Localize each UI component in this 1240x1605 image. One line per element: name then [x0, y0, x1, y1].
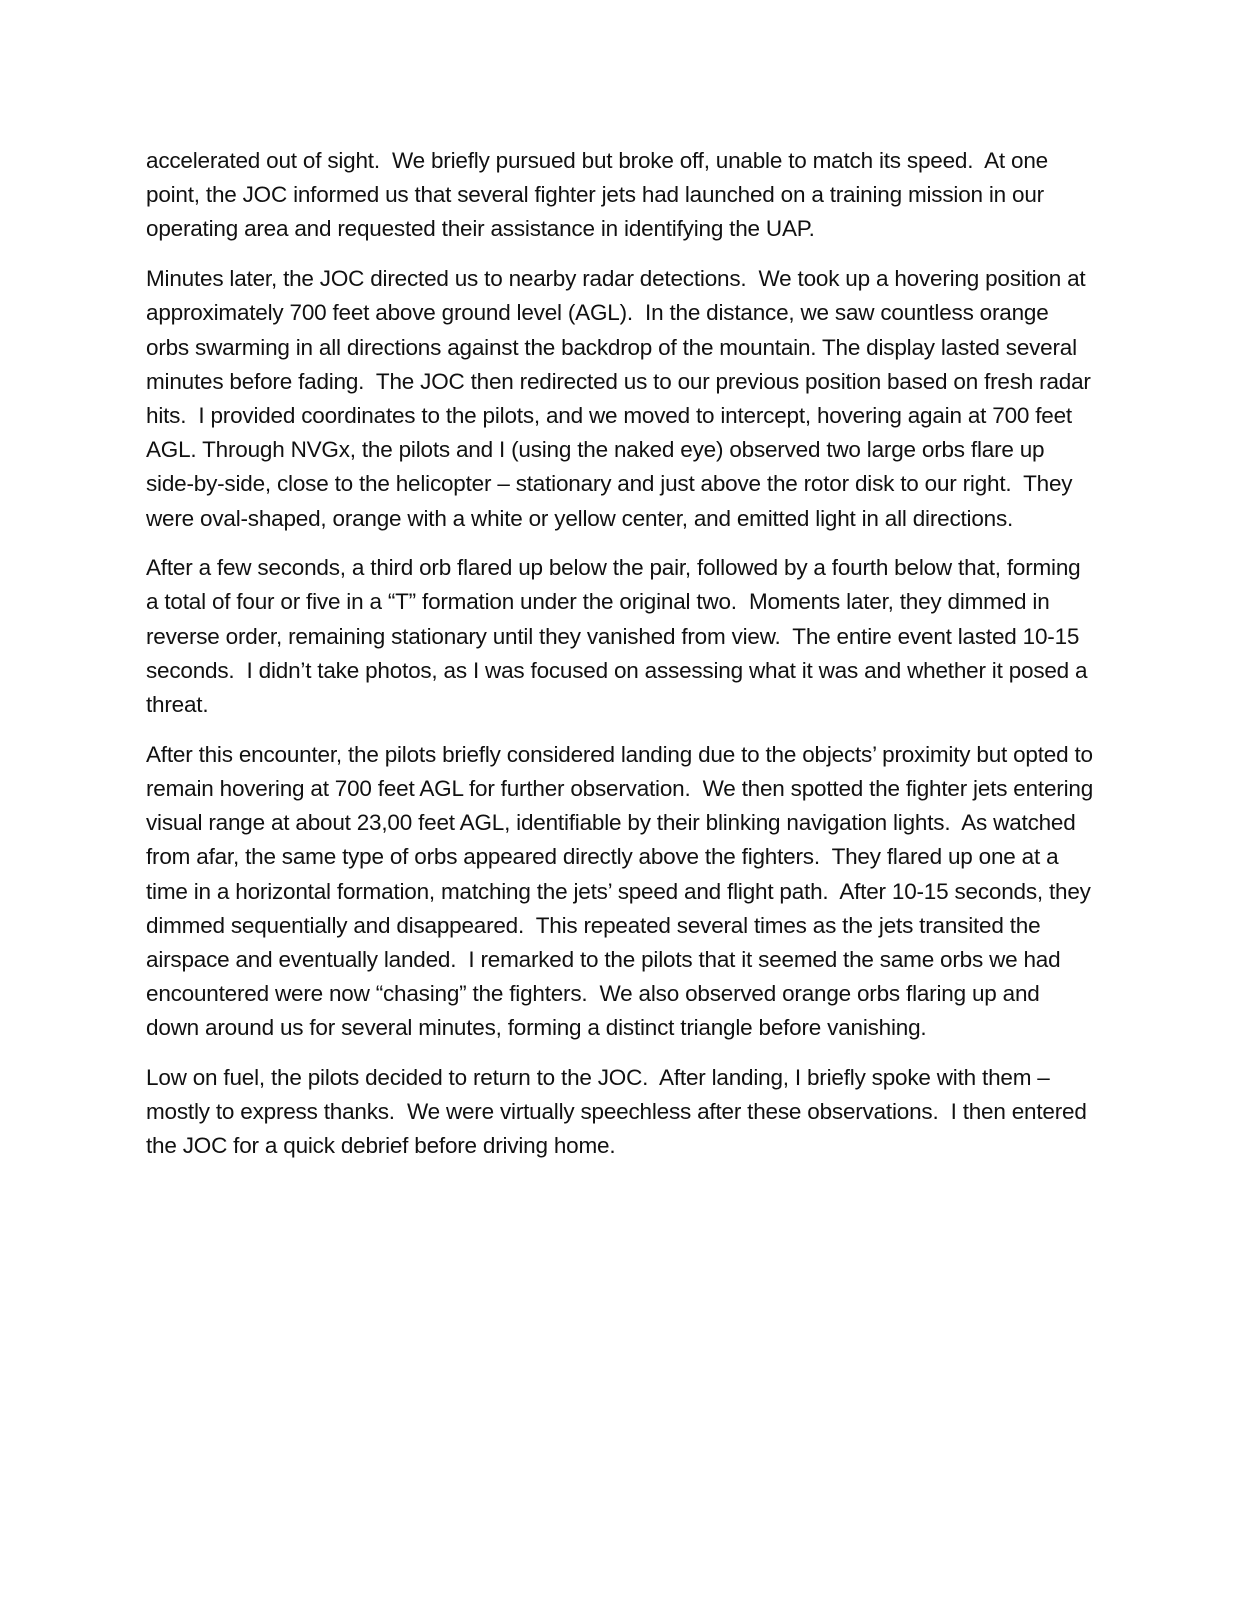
paragraph-4: After this encounter, the pilots briefly considered landing due to the objects’ proximity but opted to remain hovering at 700 feet AGL for further observation. We then spotted the fighter jets entering visual range at about 23,00 feet AGL, identifiable by their blinking navigation lights. As watched from afar, the same type of orbs appeared directly above the fighters. They flared up one at a time in a horizontal formation, matching the jets’ speed and flight path. After 10-15 seconds, they dimmed sequentially and disappeared. This repeated several times as the jets transited the airspace and eventually landed. I remarked to the pilots that it seemed the same orbs we had encountered were now “chasing” the fighters. We also observed orange orbs flaring up and down around us for several minutes, forming a distinct triangle before vanishing.	[146, 741, 1100, 1041]
paragraph-5: Low on fuel, the pilots decided to return to the JOC. After landing, I briefly spoke with them – mostly to express thanks. We were virtually speechless after these observations. I then entered the JOC for a quick debrief before driving home.	[146, 1065, 1093, 1159]
paragraph-2: Minutes later, the JOC directed us to nearby radar detections. We took up a hovering position at approximately 700 feet above ground level (AGL). In the distance, we saw countless orange orbs swarming in all directions against the backdrop of the mountain. The display lasted several minutes before fading. The JOC then redirected us to our previous position based on fresh radar hits. I provided coordinates to the pilots, and we moved to intercept, hovering again at 700 feet AGL. Through NVGx, the pilots and I (using the naked eye) observed two large orbs flare up side-by-side, close to the helicopter – stationary and just above the rotor disk to our right. They were oval-shaped, orange with a white or yellow center, and emitted light in all directions.	[146, 266, 1097, 531]
paragraph-3: After a few seconds, a third orb flared up below the pair, followed by a fourth below that, forming a total of four or five in a “T” formation under the original two. Moments later, they dimmed in reverse order, remaining stationary until they vanished from view. The entire event lasted 10-15 seconds. I didn’t take photos, as I was focused on assessing what it was and whether it posed a threat.	[146, 555, 1094, 718]
document-page	[146, 144, 1100, 1179]
paragraph-1: accelerated out of sight. We briefly pursued but broke off, unable to match its speed. At one point, the JOC informed us that several fighter jets had launched on a training mission in our operating area and requested their assistance in identifying the UAP.	[146, 148, 1055, 242]
